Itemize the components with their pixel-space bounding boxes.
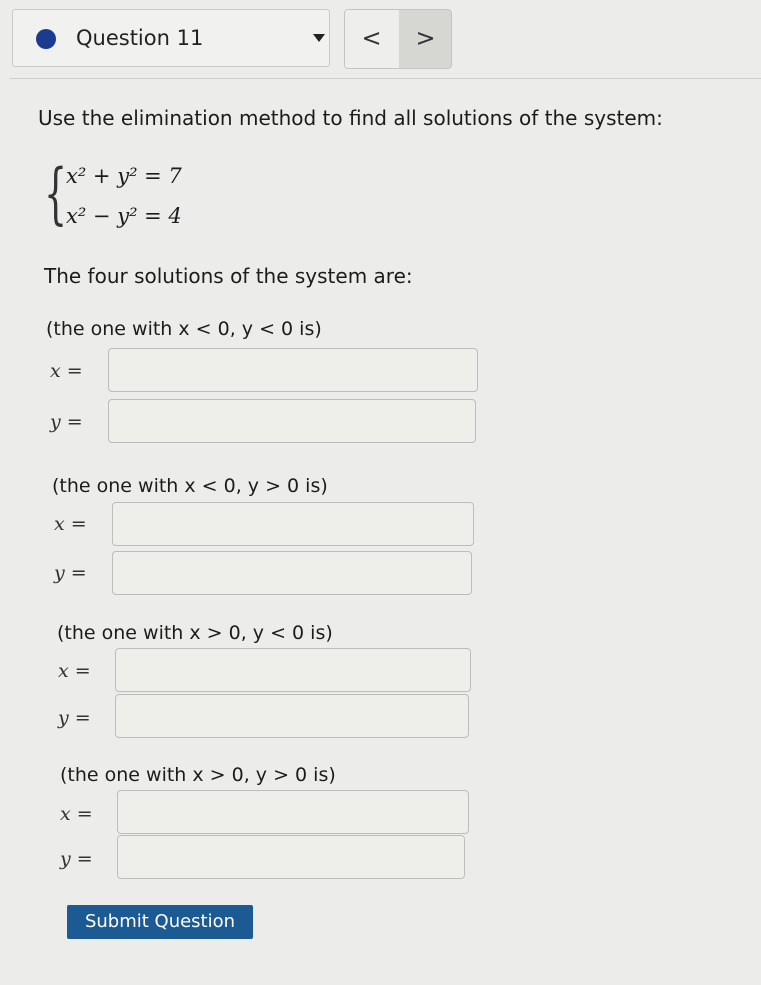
- question-select[interactable]: [12, 9, 330, 67]
- case-2-x-input[interactable]: [112, 502, 474, 546]
- case-2-label: (the one with x < 0, y > 0 is): [52, 475, 328, 497]
- case-3-y-label: y =: [58, 707, 91, 729]
- case-4-x-input[interactable]: [117, 790, 469, 834]
- case-1-x-label: x =: [50, 360, 83, 382]
- case-3-x-label: x =: [58, 660, 91, 682]
- case-1-label: (the one with x < 0, y < 0 is): [46, 318, 322, 340]
- solutions-lead-text: The four solutions of the system are:: [44, 264, 413, 288]
- case-2-y-input[interactable]: [112, 551, 472, 595]
- submit-question-button[interactable]: Submit Question: [67, 905, 253, 939]
- case-4-label: (the one with x > 0, y > 0 is): [60, 764, 336, 786]
- case-1-y-label: y =: [50, 411, 83, 433]
- case-1-y-input[interactable]: [108, 399, 476, 443]
- case-3-y-input[interactable]: [115, 694, 469, 738]
- case-4-y-input[interactable]: [117, 835, 465, 879]
- case-2-x-label: x =: [54, 513, 87, 535]
- question-nav-bar: [0, 0, 761, 80]
- equation-1: x² + y² = 7: [66, 164, 182, 188]
- question-label: Question 11: [76, 26, 204, 50]
- equation-system: [44, 155, 244, 238]
- question-pager: [344, 9, 452, 69]
- case-4-x-label: x =: [60, 803, 93, 825]
- case-2-y-label: y =: [54, 562, 87, 584]
- case-3-label: (the one with x > 0, y < 0 is): [57, 622, 333, 644]
- left-brace-icon: {: [44, 155, 68, 232]
- next-question-button[interactable]: >: [399, 10, 452, 68]
- equation-2: x² − y² = 4: [66, 204, 182, 228]
- dropdown-caret-icon: [313, 34, 325, 42]
- question-prompt: Use the elimination method to find all solutions of the system:: [38, 106, 663, 130]
- question-status-dot-icon: [36, 29, 56, 49]
- case-4-y-label: y =: [60, 848, 93, 870]
- case-1-x-input[interactable]: [108, 348, 478, 392]
- previous-question-button[interactable]: <: [345, 10, 398, 68]
- header-divider: [10, 78, 761, 79]
- case-3-x-input[interactable]: [115, 648, 471, 692]
